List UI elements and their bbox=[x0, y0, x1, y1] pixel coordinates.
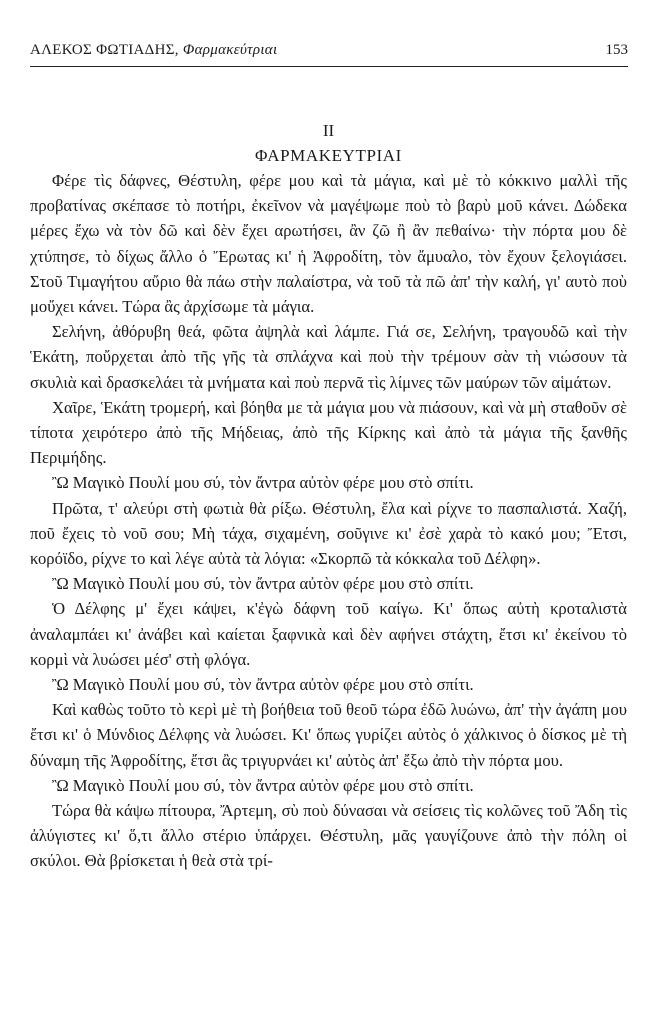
running-head bbox=[30, 42, 628, 64]
paragraph: Ὁ Δέλφης μ' ἔχει κάψει, κ'ἐγὼ δάφνη τοῦ καίγω. Κι' ὅπως αὐτὴ κροταλιστὰ ἀναλαμπάει κι' ἀνάβει καὶ καίεται ξαφνικὰ καὶ δὲν αφήνει στάχτη, ἔτσι κι' ἐκείνου τὸ κορμὶ νὰ λυώσει μέσ' στὴ φλόγα. bbox=[30, 599, 627, 669]
paragraph: Πρῶτα, τ' αλεύρι στὴ φωτιὰ θὰ ρίξω. Θέστυλη, ἔλα καὶ ρίχνε το πασπαλιστά. Χαζή, ποῦ ἔχεις τὸ νοῦ σου; Μὴ τάχα, σιχαμένη, σοῦγινε κι' ἐσὲ χαρὰ τὸ κακό μου; Ἔτσι, κορόϊδο, ρίχνε το καὶ λέγε αὐτὰ τὰ λόγια: «Σκορπῶ τὰ κόκκαλα τοῦ Δέλφη». bbox=[30, 498, 627, 569]
chapter-number: ΙΙ bbox=[322, 121, 335, 140]
refrain-line: Ὢ Μαγικὸ Πουλί μου σύ, τὸν ἄντρα αὐτὸν φέρε μου στὸ σπίτι. bbox=[52, 574, 474, 594]
paragraph: Καὶ καθὼς τοῦτο τὸ κερὶ μὲ τὴ βοήθεια τοῦ θεοῦ τώρα ἐδῶ λυώνω, ἀπ' τὴν ἀγάπη μου ἔτσι κι' ὁ Μύνδιος Δέλφης νὰ λυώσει. Κι' ὅπως γυρίζει αὐτὸς ὁ χάλκινος ὁ δίσκος μὲ τὴ δύναμη τῆς Ἀφροδίτης, ἔτσι ἂς τριγυρνάει κι' αὐτὸς ἀπ' ἔξω ἀπὸ τὴν πόρτα μου. bbox=[30, 700, 627, 770]
chapter-title: ΦΑΡΜΑΚΕΥΤΡΙΑΙ bbox=[255, 146, 402, 165]
paragraph: Σελήνη, ἀθόρυβη θεά, φῶτα ἀψηλὰ καὶ λάμπε. Γιά σε, Σελήνη, τραγουδῶ καὶ τὴν Ἑκάτη, ποὔρχεται ἀπὸ τῆς γῆς τὰ σπλάχνα καὶ ποὺ τὴν τρέμουν σὰν τὴ νιώσουν τὰ σκυλιὰ καὶ δρασκελάει τὰ μνήματα καὶ ποὺ περνᾶ τὶς λίμνες τῶν μαύρων τῶν αἱμάτων. bbox=[30, 322, 627, 392]
paragraph: Χαῖρε, Ἑκάτη τρομερή, καὶ βόηθα με τὰ μάγια μου νὰ πιάσουν, καὶ νὰ μὴ σταθοῦν σὲ τίποτα χειρότερο ἀπὸ τῆς Μήδειας, ἀπὸ τῆς Κίρκης καὶ ἀπὸ τὰ μάγια τῆς ξανθῆς Περιμήδης. bbox=[30, 397, 627, 468]
refrain-line: Ὢ Μαγικὸ Πουλί μου σύ, τὸν ἄντρα αὐτὸν φέρε μου στὸ σπίτι. bbox=[52, 473, 474, 493]
refrain-line: Ὢ Μαγικὸ Πουλί μου σύ, τὸν ἄντρα αὐτὸν φέρε μου στὸ σπίτι. bbox=[52, 775, 474, 795]
page-body bbox=[30, 118, 627, 874]
page-number: 153 bbox=[605, 42, 628, 58]
running-head-title: Φαρμακεύτριαι bbox=[182, 42, 278, 58]
refrain-line: Ὢ Μαγικὸ Πουλί μου σύ, τὸν ἄντρα αὐτὸν φέρε μου στὸ σπίτι. bbox=[52, 675, 474, 695]
paragraph: Φέρε τὶς δάφνες, Θέστυλη, φέρε μου καὶ τὰ μάγια, καὶ μὲ τὸ κόκκινο μαλλὶ τῆς προβατίνας σκέπασε τὸ ποτήρι, ἐκεῖνον νὰ μαγέψωμε ποὺ τὸ βαρὺ μοῦ κάνει. Δώδεκα μέρες ἔχω νὰ τὸν δῶ καὶ δὲν ἔχει αρωτήσει, ἂν ζῶ ἢ ἂν πεθαίνω· τὴν πόρτα μου δὲ χτύπησε, τὸ δίχως ἄλλο ὁ Ἔρωτας κι' ἡ Ἀφροδίτη, τὸν ἄμυαλο, τὸν ἔχουν ξελογιάσει. Στοῦ Τιμαγήτου αὔριο θὰ πάω στὴν παλαίστρα, νὰ τοῦ τὰ πῶ ἀπ' τὴν καλή, γι' αυτὸ ποὺ μοὔχει κάνει. Τώρα ἂς ἀρχίσωμε τὰ μάγια. bbox=[30, 171, 627, 317]
running-head-author bbox=[30, 42, 277, 59]
header-rule bbox=[30, 66, 628, 67]
paragraph: Τώρα θὰ κάψω πίτουρα, Ἄρτεμη, σὺ ποὺ δύνασαι νὰ σείσεις τὶς κολῶνες τοῦ Ἄδη τὶς ἀλύγιστες κι' ὅ,τι ἄλλο στέριο ὑπάρχει. Θέστυλη, μᾶς γαυγίζουνε ἀπὸ τὴν πόλη οἱ σκύλοι. Θὰ βρίσκεται ἡ θεὰ στὰ τρί- bbox=[30, 801, 627, 871]
author-name: ΑΛΕΚΟΣ ΦΩΤΙΑΔΗΣ, bbox=[30, 42, 179, 58]
